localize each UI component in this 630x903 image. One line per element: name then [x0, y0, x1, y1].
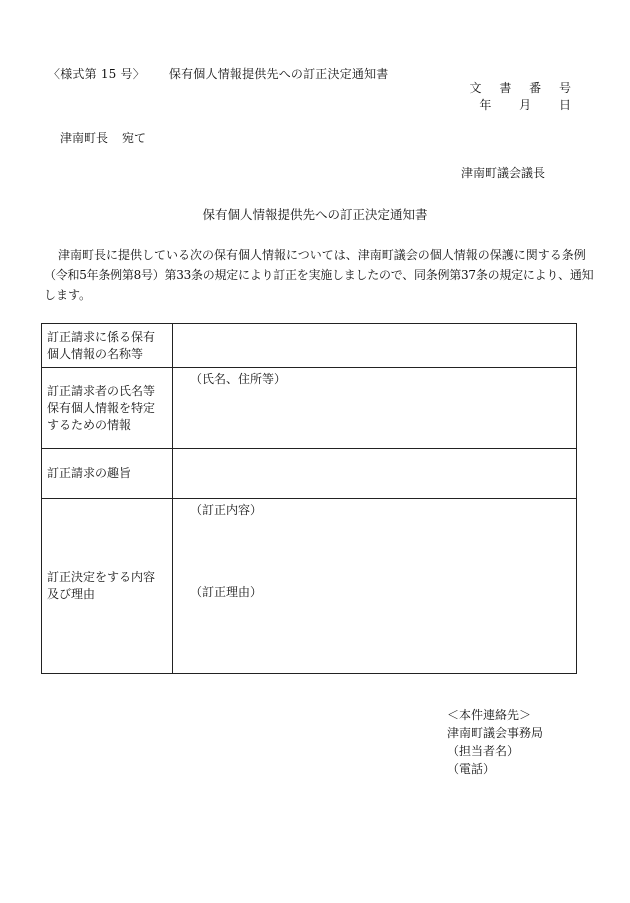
addressee — [60, 129, 146, 146]
label-cell-request-purpose: 訂正請求の趣旨 — [42, 449, 173, 499]
correction-reason-note: （訂正理由） — [190, 585, 263, 599]
correction-content-note: （訂正内容） — [190, 503, 263, 517]
value-cell-requester — [173, 368, 577, 449]
addressee-suffix: 宛て — [122, 131, 147, 145]
body-line-3: します。 — [44, 288, 92, 302]
label-cell-requester: 訂正請求者の氏名等 保有個人情報を特定 するための情報 — [42, 368, 173, 449]
document-number-block — [469, 80, 583, 114]
form-header — [48, 65, 389, 82]
value-cell-document-name — [173, 324, 577, 368]
label-cell-document-name: 訂正請求に係る保有 個人情報の名称等 — [42, 324, 173, 368]
table-row-document-name — [42, 324, 577, 368]
body-paragraph — [44, 245, 594, 305]
contact-block — [447, 706, 543, 778]
form-title: 保有個人情報提供先への訂正決定通知書 — [168, 67, 389, 81]
contact-heading: ＜本件連絡先＞ — [447, 708, 532, 722]
requester-note: （氏名、住所等） — [190, 372, 287, 386]
table-row-requester — [42, 368, 577, 449]
sender: 津南町議会議長 — [461, 166, 546, 180]
label-cell-decision: 訂正決定をする内容 及び理由 — [42, 499, 173, 674]
value-cell-decision — [173, 499, 577, 674]
table-row-request-purpose — [42, 449, 577, 499]
contact-office: 津南町議会事務局 — [447, 726, 544, 740]
document-title: 保有個人情報提供先への訂正決定通知書 — [202, 207, 428, 222]
document-number-label: 文 書 番 号 — [469, 81, 578, 95]
body-line-1: 津南町長に提供している次の保有個人情報については、津南町議会の個人情報の保護に関する条例 — [58, 248, 586, 262]
contact-phone: （電話） — [447, 762, 496, 776]
body-line-2: （令和5年条例第8号）第33条の規定により訂正を実施しましたので、同条例第37条の規定により、通知 — [44, 268, 594, 282]
contact-person: （担当者名） — [447, 744, 520, 758]
date-label: 年 月 日 — [479, 98, 583, 112]
form-number: 〈様式第 15 号〉 — [48, 67, 145, 81]
table-row-decision — [42, 499, 577, 674]
information-table — [41, 323, 577, 674]
value-cell-request-purpose — [173, 449, 577, 499]
addressee-name: 津南町長 — [60, 131, 109, 145]
